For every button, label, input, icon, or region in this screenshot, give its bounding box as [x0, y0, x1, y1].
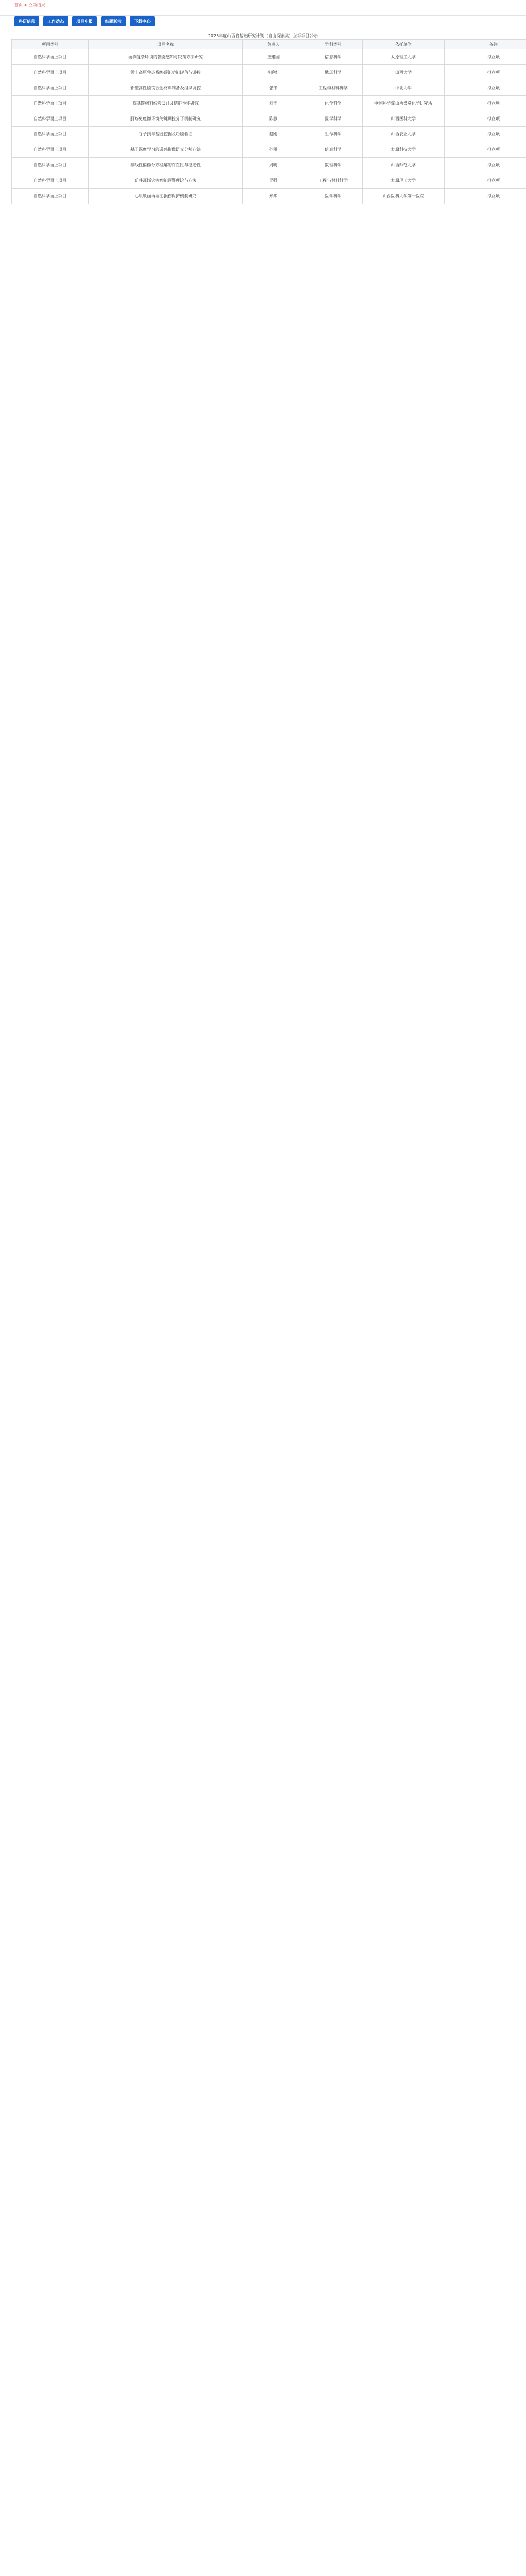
- column-header: 项目类别: [12, 40, 89, 49]
- table-cell: 陈静: [243, 111, 304, 127]
- table-cell: 太原科技大学: [363, 142, 445, 158]
- column-header: 项目名称: [89, 40, 243, 49]
- table-cell: 数理科学: [304, 158, 363, 173]
- table-cell: 信息科学: [304, 142, 363, 158]
- table-cell: 拟立项: [445, 111, 526, 127]
- table-row: [12, 49, 526, 65]
- page-title: 2025年度山西省基础研究计划（自由探索类）立项项目公示: [208, 33, 318, 38]
- table-cell: 李晓红: [243, 65, 304, 80]
- table-cell: 拟立项: [445, 189, 526, 204]
- table-cell: 自然科学面上项目: [12, 189, 89, 204]
- column-header: 学科类别: [304, 40, 363, 49]
- table-cell: 自然科学面上项目: [12, 111, 89, 127]
- table-cell: 拟立项: [445, 142, 526, 158]
- table-cell: 山西师范大学: [363, 158, 445, 173]
- table-cell: 自然科学面上项目: [12, 96, 89, 111]
- table-cell: 拟立项: [445, 96, 526, 111]
- table-cell: 自然科学面上项目: [12, 127, 89, 142]
- table-cell[interactable]: 黄土高原生态系统碳汇功能评估与调控: [89, 65, 243, 80]
- tab-downloads[interactable]: 下载中心: [130, 16, 155, 26]
- table-cell: 刘洋: [243, 96, 304, 111]
- table-row: [12, 96, 526, 111]
- table-cell: 拟立项: [445, 65, 526, 80]
- table-cell: 太原理工大学: [363, 173, 445, 189]
- column-header: 负责人: [243, 40, 304, 49]
- tab-bar: [14, 16, 155, 26]
- table-cell: 中北大学: [363, 80, 445, 96]
- table-cell: 赵刚: [243, 127, 304, 142]
- table-cell[interactable]: 基于深度学习的遥感影像语义分割方法: [89, 142, 243, 158]
- table-cell: 山西大学: [363, 65, 445, 80]
- table-cell[interactable]: 非线性偏微分方程解的存在性与稳定性: [89, 158, 243, 173]
- table-cell: 信息科学: [304, 49, 363, 65]
- table-cell[interactable]: 肝癌免疫微环境关键调控分子机制研究: [89, 111, 243, 127]
- table-cell: 自然科学面上项目: [12, 49, 89, 65]
- table-cell: 王建国: [243, 49, 304, 65]
- tab-work-news[interactable]: 工作动态: [43, 16, 68, 26]
- table-row: [12, 65, 526, 80]
- table-cell: 拟立项: [445, 158, 526, 173]
- table-cell[interactable]: 矿井瓦斯灾害智能预警理论与方法: [89, 173, 243, 189]
- table-cell: 拟立项: [445, 127, 526, 142]
- table-row: [12, 111, 526, 127]
- results-table-wrapper: [11, 39, 515, 204]
- table-cell: 化学科学: [304, 96, 363, 111]
- table-cell[interactable]: 心肌缺血再灌注损伤保护机制研究: [89, 189, 243, 204]
- tab-research-info[interactable]: 科研信息: [14, 16, 39, 26]
- table-row: [12, 173, 526, 189]
- table-cell: 吴强: [243, 173, 304, 189]
- table-cell[interactable]: 煤基碳材料结构设计及储能性能研究: [89, 96, 243, 111]
- table-row: [12, 80, 526, 96]
- table-cell: 孙丽: [243, 142, 304, 158]
- table-cell: 工程与材料科学: [304, 173, 363, 189]
- table-row: [12, 142, 526, 158]
- tab-project-accept[interactable]: 结题验收: [101, 16, 126, 26]
- tab-project-apply[interactable]: 项目申报: [72, 16, 97, 26]
- column-header: 备注: [445, 40, 526, 49]
- table-row: [12, 158, 526, 173]
- table-cell: 山西农业大学: [363, 127, 445, 142]
- column-header: 依托单位: [363, 40, 445, 49]
- breadcrumb[interactable]: 首页 > 立项结果: [14, 3, 45, 7]
- table-cell: 自然科学面上项目: [12, 80, 89, 96]
- table-cell: 郑华: [243, 189, 304, 204]
- table-cell: 山西医科大学: [363, 111, 445, 127]
- results-table: [11, 39, 526, 204]
- table-cell: 拟立项: [445, 49, 526, 65]
- table-cell: 地球科学: [304, 65, 363, 80]
- table-row: [12, 127, 526, 142]
- table-cell: 自然科学面上项目: [12, 142, 89, 158]
- table-cell[interactable]: 谷子抗旱基因挖掘及功能验证: [89, 127, 243, 142]
- table-cell: 山西医科大学第一医院: [363, 189, 445, 204]
- table-cell: 自然科学面上项目: [12, 158, 89, 173]
- table-cell: 工程与材料科学: [304, 80, 363, 96]
- table-header-row: [12, 40, 526, 49]
- table-cell: 医学科学: [304, 111, 363, 127]
- top-bar: [0, 0, 526, 16]
- table-row: [12, 189, 526, 204]
- table-cell: 张伟: [243, 80, 304, 96]
- table-cell: 自然科学面上项目: [12, 65, 89, 80]
- table-cell: 自然科学面上项目: [12, 173, 89, 189]
- table-cell[interactable]: 新型高性能镁合金材料制备及组织调控: [89, 80, 243, 96]
- table-cell: 生命科学: [304, 127, 363, 142]
- table-cell: 中国科学院山西煤炭化学研究所: [363, 96, 445, 111]
- table-cell[interactable]: 面向复杂环境的智能感知与决策方法研究: [89, 49, 243, 65]
- table-body: [12, 49, 526, 204]
- table-cell: 拟立项: [445, 173, 526, 189]
- table-cell: 医学科学: [304, 189, 363, 204]
- table-cell: 太原理工大学: [363, 49, 445, 65]
- table-cell: 拟立项: [445, 80, 526, 96]
- table-cell: 周明: [243, 158, 304, 173]
